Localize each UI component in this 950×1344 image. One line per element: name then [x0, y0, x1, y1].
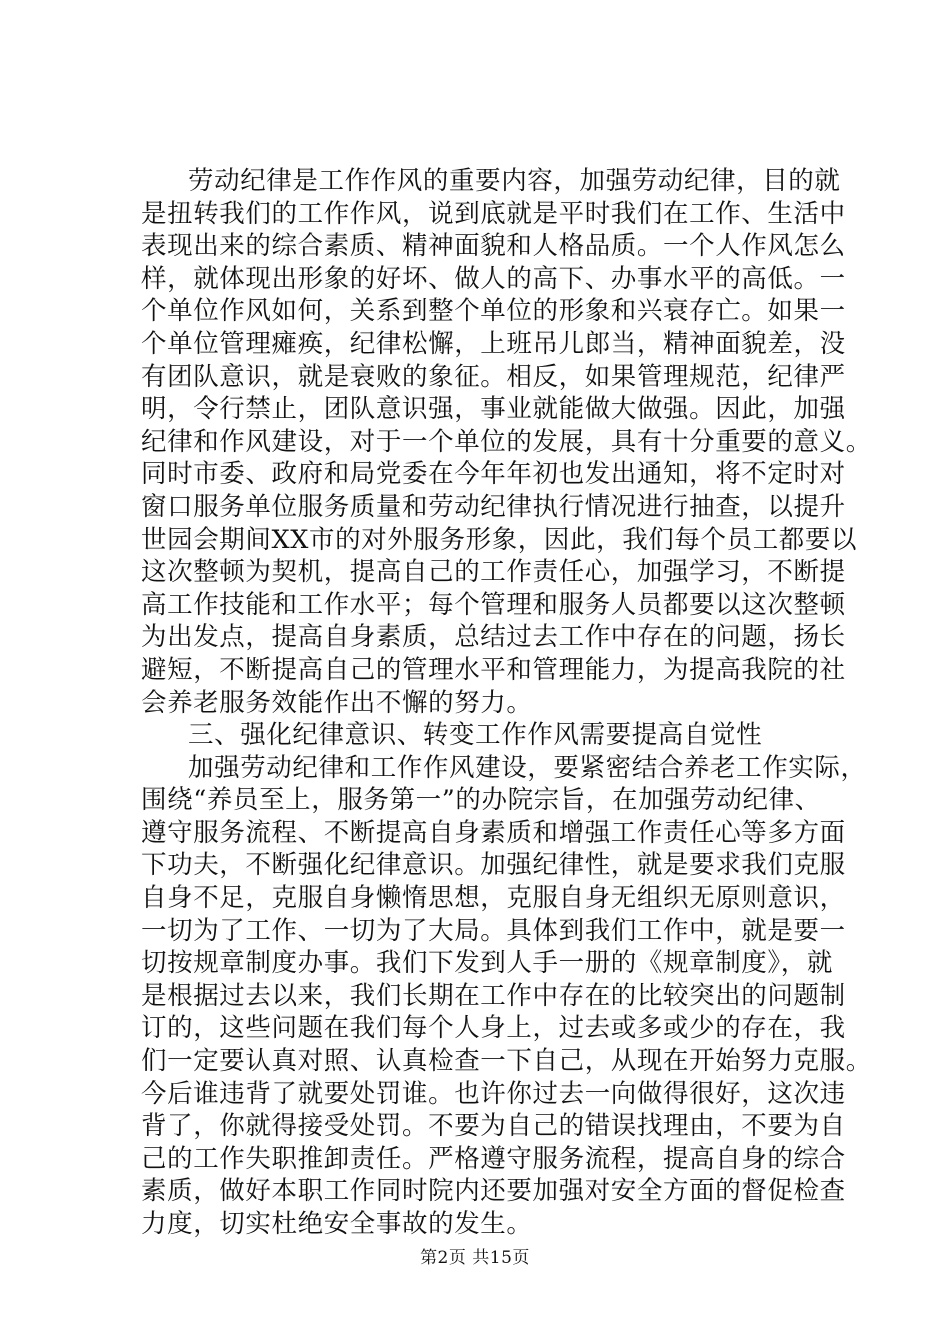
paragraph-line: 力度，切实杜绝安全事故的发生。 — [141, 1209, 533, 1239]
paragraph-line: 己的工作失职推卸责任。严格遵守服务流程，提高自身的综合 — [141, 1143, 846, 1174]
paragraph-line: 同时市委、政府和局党委在今年年初也发出通知，将不定时对 — [141, 459, 846, 490]
paragraph-line: 这次整顿为契机，提高自己的工作责任心，加强学习，不断提 — [141, 557, 846, 588]
paragraph-line: 劳动纪律是工作作风的重要内容，加强劳动纪律，目的就 — [188, 166, 841, 196]
paragraph-line: 表现出来的综合素质、精神面貌和人格品质。一个人作风怎么 — [141, 231, 846, 262]
paragraph-line: 今后谁违背了就要处罚谁。也许你过去一向做得很好，这次违 — [141, 1078, 846, 1109]
paragraph-line: 遵守服务流程、不断提高自身素质和增强工作责任心等多方面 — [141, 817, 846, 848]
paragraph-line: 背了，你就得接受处罚。不要为自己的错误找理由，不要为自 — [141, 1111, 846, 1142]
paragraph-line: 自身不足，克服自身懒惰思想，克服自身无组织无原则意识， — [141, 883, 846, 914]
paragraph-line: 窗口服务单位服务质量和劳动纪律执行情况进行抽查，以提升 — [141, 491, 846, 522]
paragraph-line: 是根据过去以来，我们长期在工作中存在的比较突出的问题制 — [141, 980, 846, 1011]
paragraph-line: 一切为了工作、一切为了大局。具体到我们工作中，就是要一 — [141, 915, 846, 946]
paragraph-line: 订的，这些问题在我们每个人身上，过去或多或少的存在，我 — [141, 1013, 846, 1044]
paragraph-line: 围绕“养员至上，服务第一”的办院宗旨，在加强劳动纪律、 — [141, 785, 821, 816]
paragraph-line: 样，就体现出形象的好坏、做人的高下、办事水平的高低。一 — [141, 263, 846, 294]
paragraph-line: 下功夫，不断强化纪律意识。加强纪律性，就是要求我们克服 — [141, 850, 846, 881]
paragraph-line: 会养老服务效能作出不懈的努力。 — [141, 687, 533, 718]
paragraph-line: 明，令行禁止，团队意识强，事业就能做大做强。因此，加强 — [141, 394, 846, 425]
paragraph-line: 世园会期间XX市的对外服务形象，因此，我们每个员工都要以 — [141, 524, 858, 555]
paragraph-line: 们一定要认真对照、认真检查一下自己，从现在开始努力克服。 — [141, 1046, 872, 1077]
paragraph-line: 切按规章制度办事。我们下发到人手一册的《规章制度》，就 — [141, 948, 833, 979]
paragraph-line: 为出发点，提高自身素质，总结过去工作中存在的问题，扬长 — [141, 622, 846, 653]
paragraph-line: 个单位作风如何，关系到整个单位的形象和兴衰存亡。如果一 — [141, 296, 846, 327]
paragraph-line: 避短，不断提高自己的管理水平和管理能力，为提高我院的社 — [141, 654, 846, 685]
page-number-footer: 第2页 共15页 — [420, 1248, 530, 1268]
paragraph-line: 加强劳动纪律和工作作风建设，要紧密结合养老工作实际， — [188, 752, 867, 783]
paragraph-line: 个单位管理瘫痪，纪律松懈，上班吊儿郎当，精神面貌差，没 — [141, 328, 846, 359]
paragraph-line: 有团队意识，就是衰败的象征。相反，如果管理规范，纪律严 — [141, 361, 846, 392]
paragraph-line: 素质，做好本职工作同时院内还要加强对安全方面的督促检查 — [141, 1176, 846, 1207]
paragraph-line: 高工作技能和工作水平；每个管理和服务人员都要以这次整顿 — [141, 589, 846, 620]
section-heading: 三、强化纪律意识、转变工作作风需要提高自觉性 — [188, 720, 763, 751]
paragraph-line: 是扭转我们的工作作风，说到底就是平时我们在工作、生活中 — [141, 198, 846, 229]
document-body — [141, 165, 872, 1241]
paragraph-line: 纪律和作风建设，对于一个单位的发展，具有十分重要的意义。 — [141, 426, 872, 457]
